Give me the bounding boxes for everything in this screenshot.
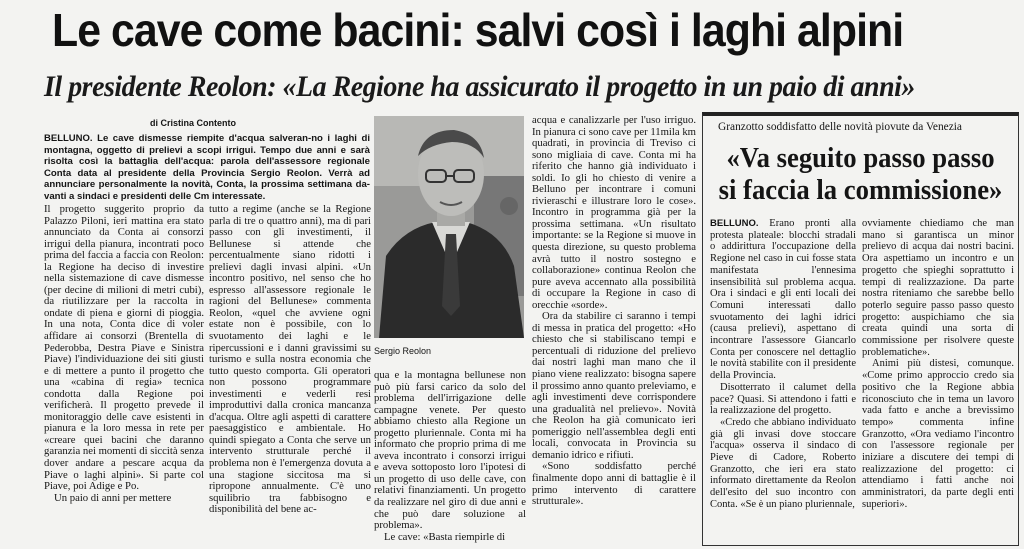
paragraph: ovviamente chiediamo che man mano si garantisca un minor prelievo di acqua dai nostri bacini. Ora aspettiamo un incontro e un progetto che spieghi soprattutto i tempi di realizzazione. Da parte nostra riteniamo che sarebbe bello poterlo seguire passo passo questo progetto: auspichiamo che sia creata quindi una sorta di commissione per risolvere queste problematiche». bbox=[862, 218, 1014, 358]
portrait-photo bbox=[374, 116, 524, 338]
paragraph: Ora da stabilire ci saranno i tempi di messa in pratica del progetto: «Ho chiesto che si stabiliscano tempi e percentuali di riduzione del prelievo dai nostri laghi man mano che il piano viene realizzato: bisogna sapere il prossimo anno quanto preleviamo, e agli investimenti deve corrispondere una gradualità nel prelievo». Novità che Reolon ha già comunicato ieri pomeriggio nell'assemblea degli enti locali, convocata in Provincia su demanio idrico e rifiuti. bbox=[532, 310, 696, 461]
paragraph: Il progetto suggerito proprio da Palazzo Piloni, ieri mattina era stato annunciato da Conta ai consorzi irrigui della pianura, incontrati poco prima del faccia a faccia con Reolon: la Regione ha deciso di investire nella sistemazione di cave dismesse (per decine di milioni di metri cubi), da riutilizzare per la raccolta in ondate di piena e giorni di pioggia. In una nota, Conta dice di voler affidare ai consorzi (Brentella di Pederobba, Destra Piave e Sinistra Piave) l'individuazione dei siti giusti e di mettere a punto il progetto che una «cabina di regia» tecnica condotta dalla Regione poi verificherà. Il progetto prevede il monitoraggio delle cave esistenti in pianura e la loro messa in rete per «creare quei bacini che daranno garanzia nei momenti di siccità senza dover andare a pescare acqua da Piave o laghi alpini». Si parte col Piave, poi Adige e Po. bbox=[44, 204, 204, 493]
byline: di Cristina Contento bbox=[150, 118, 236, 128]
paragraph bbox=[710, 218, 856, 382]
sidebar-title: «Va seguito passo passo si faccia la commissione» bbox=[718, 142, 1003, 206]
article-column-4 bbox=[532, 115, 696, 549]
sidebar-column-2 bbox=[862, 218, 1014, 544]
headline: Le cave come bacini: salvi così i laghi alpini bbox=[52, 4, 904, 56]
subheadline: Il presidente Reolon: «La Regione ha assicurato il progetto in un paio di anni» bbox=[44, 70, 915, 103]
paragraph: Un paio di anni per mettere bbox=[54, 491, 172, 504]
paragraph: «Sono soddisfatto perché finalmente dopo anni di battaglie è il primo intervento di carattere strutturale». bbox=[532, 460, 696, 508]
paragraph: tutto a regime (anche se la Regione parla di tre o quattro anni), ma di pari passo con gli investimenti, il Bellunese si attende che percentualmente siano ridotti i prelievi dagli invasi alpini. «Un incontro positivo, nel senso che ho espresso all'assessore regionale le ragioni del Bellunese» commenta Reolon, «quel che avviene ogni estate non è possibile, con lo svuotamento dei laghi e le ripercussioni e i danni gravissimi su turismo e sulla nostra economia che tutto questo comporta. Gli operatori non possono programmare investimenti e vederli resi improduttivi dalla cronica mancanza d'acqua. Oltre agli aspetti di carattere paesaggistico e ambientale. Ho quindi spiegato a Conta che serve un intervento strutturale perché il problema non è l'emergenza dovuta a una stagione siccitosa ma si ripropone annualmente. C'è uno squilibrio tra fabbisogno e disponibilità del bene ac- bbox=[209, 204, 371, 516]
article-column-1 bbox=[44, 204, 204, 549]
paragraph: acqua e canalizzarle per l'uso irriguo. In pianura ci sono cave per 11mila km quadrati, in provincia di Treviso ci sono migliaia di cave. Conta mi ha riferito che hanno già individuato i soldi. Io gli ho chiesto di venire a Belluno per incontrare i comuni rivieraschi e illustrare loro le cose». Incontro in programma già per la prossima settimana. «Un risultato importante: se la Regione si muove in questa direzione, su questo problema avrà tutto il nostro sostegno e collaborazione» continua Reolon che pure aveva accennato alla possibilità di occupare la Regione in caso di orecchie «sorde». bbox=[532, 115, 696, 311]
sidebar-text: Erano pronti alla protesta plateale: blocchi stradali o addirittura l'occupazione della Regione nel caso in cui fosse stata manifestata l'ennesima insensibilità sul problema acqua. Ora i sindaci e gli enti locali dei Comuni interessati dallo svuotamento dei laghi idrici (causa prelievi), aspettano di incontrare l'assessore Giancarlo Conta per conoscere nel dettaglio le novità stabilite con il presidente della Provincia. bbox=[710, 218, 856, 382]
paragraph: Disotterrato il calumet della pace? Quasi. Si attendono i fatti e la realizzazione del progetto. bbox=[710, 381, 856, 417]
article-column-3 bbox=[374, 370, 526, 549]
lead-paragraph bbox=[44, 133, 370, 203]
dateline: BELLUNO. bbox=[44, 133, 93, 144]
paragraph: Animi più distesi, comunque. «Come primo approccio credo sia positivo che la Regione abbia riconosciuto che in tema un lavoro vada fatto e anche a brevissimo tempo» commenta infine Granzotto, «Ora vediamo l'incontro con l'assessore regionale per iniziare a discutere dei tempi di realizzazione del progetto: ci attendiamo i fatti anche noi amministratori, da parte degli enti superiori». bbox=[862, 358, 1014, 510]
portrait-photo-icon bbox=[374, 116, 524, 338]
paragraph: «Credo che abbiano individuato già gli invasi dove stoccare l'acqua» osserva il sindaco di Pieve di Cadore, Roberto Granzotto, che ieri era stato informato direttamente da Reolon dell'esito del suo incontro con Conta. «Se è un piano pluriennale, bbox=[710, 416, 856, 510]
sidebar-kicker: Granzotto soddisfatto delle novità piovute da Venezia bbox=[718, 121, 962, 133]
photo-caption: Sergio Reolon bbox=[374, 346, 432, 356]
paragraph: Le cave: «Basta riempirle di bbox=[384, 530, 506, 543]
sidebar-column-1 bbox=[710, 218, 856, 544]
paragraph: qua e la montagna bellunese non può più farsi carico da solo del problema dell'irrigazione delle campagne venete. Per questo abbiamo chiesto alla Regione un progetto pluriennale. Conta mi ha informato che proprio prima di me aveva incontrato i consorzi irrigui e aveva sottoposto loro l'ipotesi di un progetto di uso delle cave, con relativi finanziamenti. Un progetto da realizzare nel giro di due anni e che può dare soluzione al problema». bbox=[374, 370, 526, 532]
lead-text: Le cave dismesse riempite d'acqua salveran-no i laghi di montagna, oggetto di prelievi a scopi irrigui. Tempo due anni e sarà risolta così la battaglia dell'acqua: parola dell'assessore regionale Conta data al presidente della Provincia Sergio Reolon. Verrà ad annunciare personalmente la novità, Conta, la prossima settimana da-vanti a sindaci e presidenti delle Cm interessate. bbox=[44, 133, 371, 202]
sidebar-dateline: BELLUNO. bbox=[710, 218, 759, 229]
article-column-2 bbox=[209, 204, 371, 549]
